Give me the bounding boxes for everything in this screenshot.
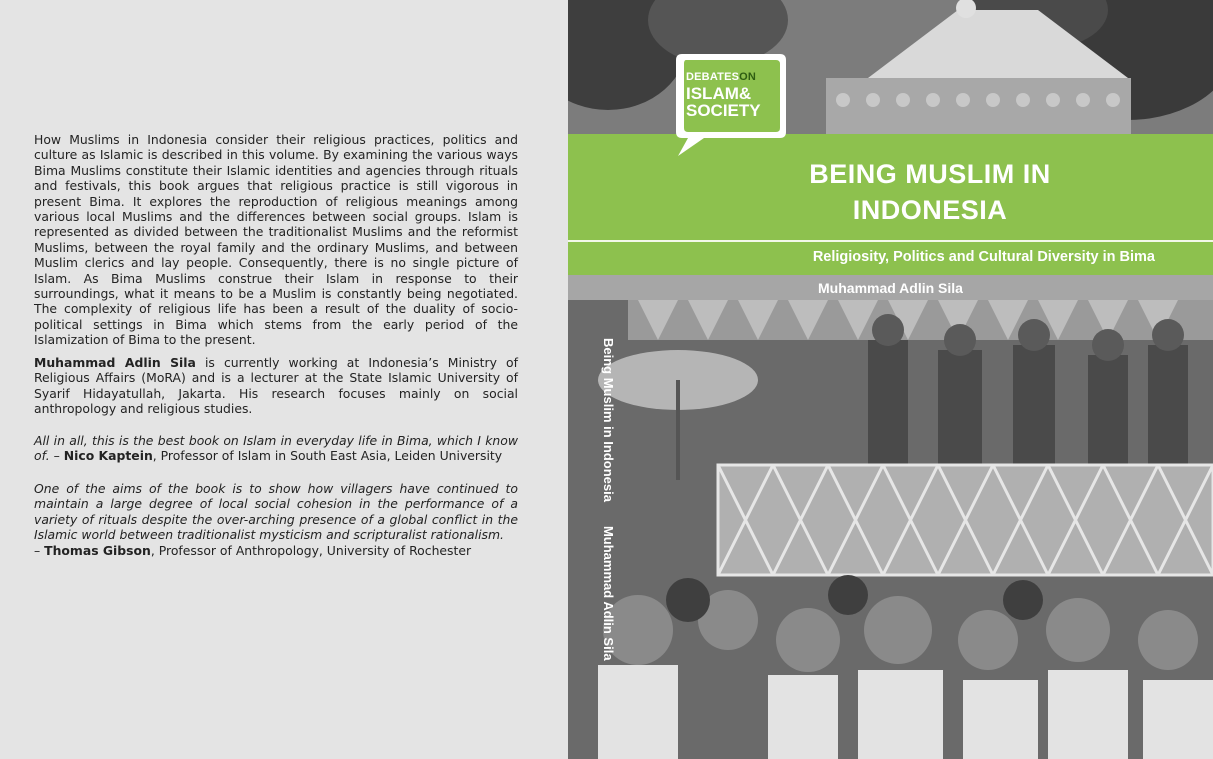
series-word-islam: ISLAM& xyxy=(686,84,752,103)
review-gibson xyxy=(34,481,518,558)
spine-author: Muhammad Adlin Sila xyxy=(601,525,616,661)
author-band xyxy=(568,275,1213,301)
book-blurb xyxy=(34,132,518,348)
author-bio xyxy=(34,355,518,417)
series-word-debates: DEBATES xyxy=(686,71,740,83)
canopy-photo-illustration xyxy=(568,0,1213,134)
review-2-name: Thomas Gibson xyxy=(44,542,151,558)
spine-title: Being Muslim in Indonesia xyxy=(601,338,616,502)
title-divider xyxy=(568,240,1213,242)
series-word-society: SOCIETY xyxy=(686,101,761,120)
title-band xyxy=(568,134,1213,275)
review-2-quote: One of the aims of the book is to show how villagers have continued to maintain a large degree of local social cohesion in the performance of a variety of rituals despite the over-arching presence of a global conflict in the Islamic world between traditionalist mysticism and scripturalist rationalism. xyxy=(34,481,518,543)
blurb-text: How Muslims in Indonesia consider their religious practices, politics and culture as Islamic is described in this volume. By examining the various ways Bima Muslims constitute their Islamic identities and agencies through rituals and festivals, this book argues that religious practice is still vigorous in present Bima. It explores the reproduction of religious meanings among various local Muslims and the differences between social groups. Islam is represented as divided between the traditionalist Muslims and the reformist Muslims, between the royal family and the ordinary Muslims, and between Muslim clerics and lay people. Consequently, there is no single picture of Islam. As Bima Muslims construe their Islam in response to their surroundings, what it means to be a Muslim is constantly being negotiated. The complexity of religious life has been a result of the duality of socio-political settings in Bima which stems from the early period of the Islamization of Bima to the present. xyxy=(34,132,518,348)
review-2-dash: – xyxy=(34,542,45,558)
review-1-quote: All in all, this is the best book on Islam in everyday life in Bima, which I know of. xyxy=(34,433,518,464)
series-badge-text xyxy=(686,72,782,119)
front-cover xyxy=(568,0,1213,759)
book-title: BEING MUSLIM IN INDONESIA xyxy=(809,159,1051,225)
review-2-affiliation: , Professor of Anthropology, University of Rochester xyxy=(150,542,472,558)
review-1-dash: – xyxy=(49,448,64,464)
cover-photo-top xyxy=(568,0,1213,134)
author-bio-text: is currently working at Indonesia’s Ministry of Religious Affairs (MoRA) and is a lecturer at the State Islamic University of Syarif Hidayatullah, Jakarta. His research focuses mainly on social anthropology and religious studies. xyxy=(34,355,518,417)
author-bio-name: Muhammad Adlin Sila xyxy=(34,355,196,370)
review-1-affiliation: , Professor of Islam in South East Asia, Leiden University xyxy=(152,448,503,464)
series-word-on: ON xyxy=(739,71,757,83)
cover-author-name: Muhammad Adlin Sila xyxy=(818,280,963,296)
book-subtitle: Religiosity, Politics and Cultural Diversity in Bima xyxy=(812,249,1155,265)
cover-photo-bottom xyxy=(568,300,1213,759)
spine-text xyxy=(601,338,616,661)
back-cover xyxy=(0,0,568,759)
festival-crowd-illustration xyxy=(568,300,1213,759)
series-badge xyxy=(674,48,788,140)
review-kaptein xyxy=(34,433,518,464)
review-1-name: Nico Kaptein xyxy=(63,448,153,464)
